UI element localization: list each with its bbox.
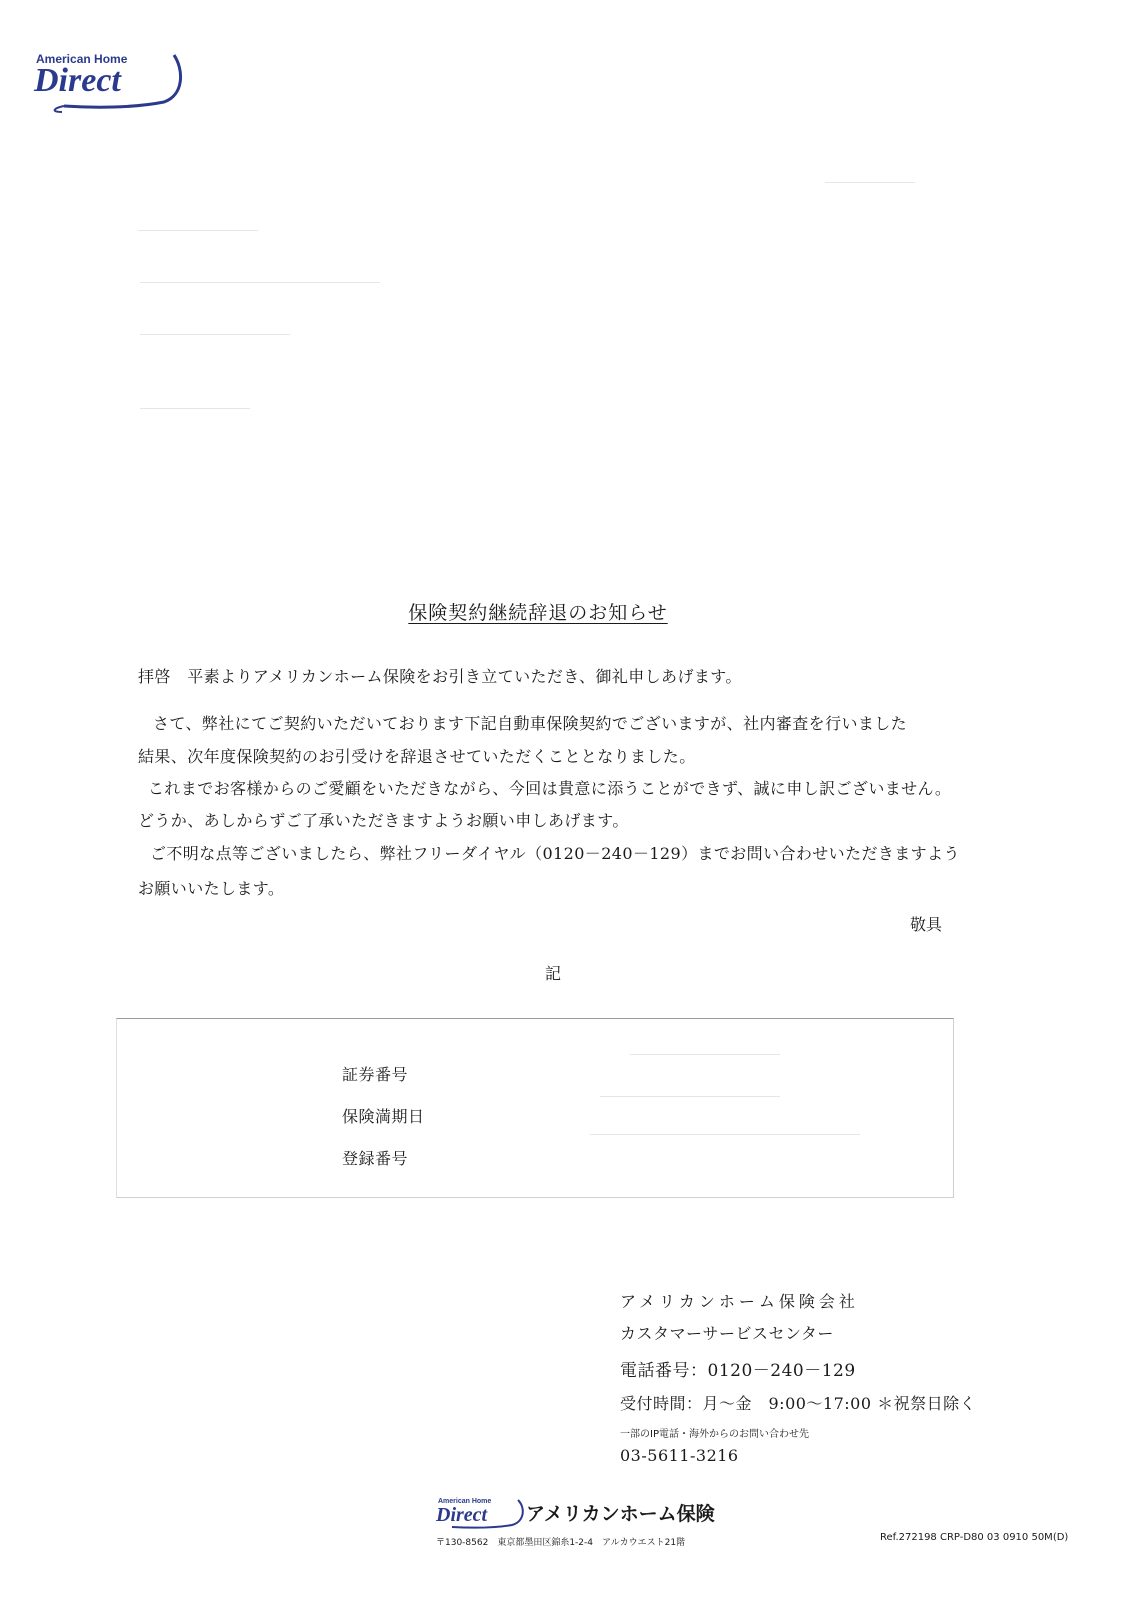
footer-logo-line1: American Home	[438, 1498, 492, 1505]
logo-line2: Direct	[34, 62, 121, 99]
paragraph1-line1: さて、弊社にてご契約いただいております下記自動車保険契約でございますが、社内審査を行いました	[153, 714, 908, 733]
alt-phone: 03-5611-3216	[620, 1446, 739, 1465]
company-name: アメリカンホーム保険会社	[620, 1292, 859, 1311]
paragraph2-line2: どうか、あしからずご了承いただきますようお願い申しあげます。	[138, 811, 629, 830]
document-title: 保険契約継続辞退のお知らせ	[408, 602, 668, 624]
footer-company-name: アメリカンホーム保険	[526, 1503, 715, 1525]
ki-heading: 記	[545, 964, 562, 983]
logo-line1: American Home	[36, 52, 128, 66]
company-department: カスタマーサービスセンター	[620, 1324, 834, 1343]
alt-contact-note: 一部のIP電話・海外からのお問い合わせ先	[620, 1429, 809, 1440]
scan-mark	[140, 282, 380, 283]
scan-mark	[630, 1054, 780, 1055]
scan-mark	[600, 1096, 780, 1097]
paragraph2-line1: これまでお客様からのご愛顧をいただきながら、今回は貴意に添うことができず、誠に申し訳ございません。	[148, 779, 952, 798]
paragraph3-line1: ご不明な点等ございましたら、弊社フリーダイヤル（0120－240－129）までお問い合わせいただきますよう	[150, 844, 960, 863]
company-hours: 受付時間：月～金 9:00～17:00 ＊祝祭日除く	[620, 1394, 977, 1413]
footer-address: 〒130-8562 東京都墨田区錦糸1-2-4 アルカウエスト21階	[436, 1538, 686, 1548]
policy-info-box	[116, 1018, 954, 1198]
scan-mark	[590, 1134, 860, 1135]
scan-mark	[825, 182, 915, 183]
reference-code: Ref.272198 CRP-D80 03 0910 50M(D)	[880, 1532, 1069, 1543]
paragraph3-line2: お願いいたします。	[138, 879, 285, 898]
paragraph1-line2: 結果、次年度保険契約のお引受けを辞退させていただくこととなりました。	[138, 747, 696, 766]
logo-swoosh-icon	[34, 50, 184, 120]
greeting-text: 拝啓 平素よりアメリカンホーム保険をお引き立ていただき、御礼申しあげます。	[138, 667, 742, 686]
company-phone: 電話番号：0120－240－129	[620, 1361, 856, 1381]
footer-logo-swoosh-icon	[436, 1498, 526, 1532]
american-home-direct-logo	[34, 50, 184, 120]
policy-number-label: 証券番号	[342, 1065, 409, 1084]
expiry-date-label: 保険満期日	[342, 1107, 425, 1126]
registration-number-label: 登録番号	[342, 1149, 409, 1168]
scan-mark	[140, 408, 250, 409]
footer-logo	[436, 1498, 526, 1532]
scan-mark	[138, 230, 258, 231]
scan-mark	[140, 334, 290, 335]
footer-logo-line2: Direct	[436, 1504, 488, 1526]
closing-text: 敬具	[910, 915, 943, 934]
